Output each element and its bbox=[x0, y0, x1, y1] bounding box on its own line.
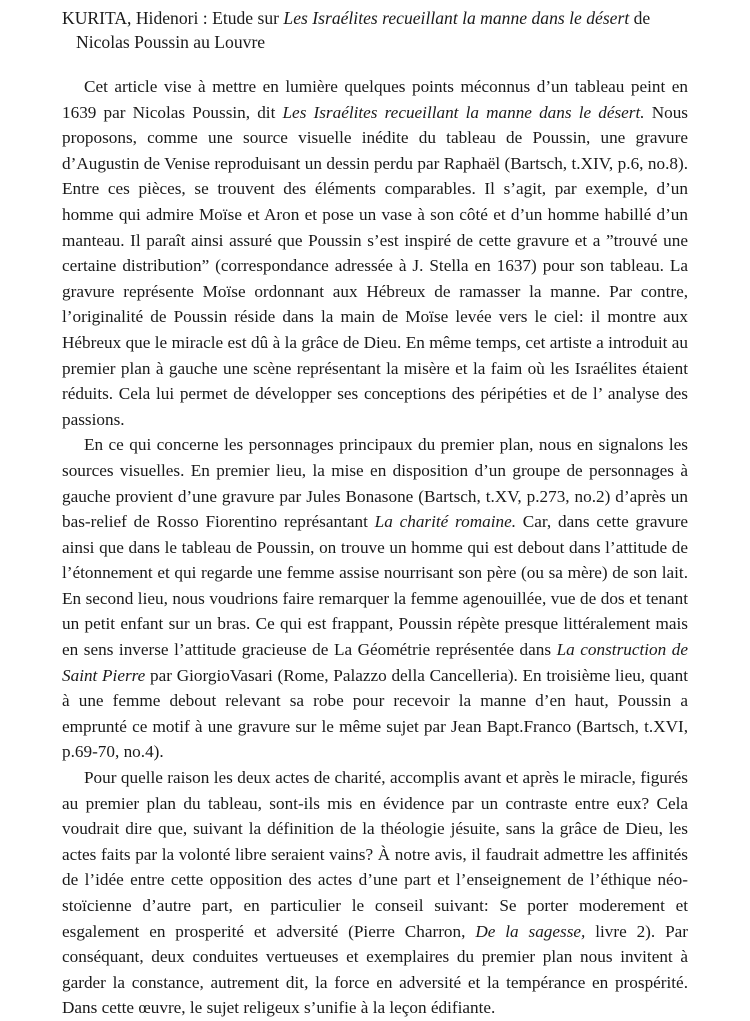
text-segment: Car, dans cette gravure ainsi que dans le tableau de Poussin, on trouve un homme qui est debout dans l’attitude de l’étonnement et qui regarde une femme assise nourrisant son père (ou sa mère) de son lait. En second lieu, nous voudrions faire remarquer la femme agenouillée, vue de dos et tenant un petit enfant sur un bras. Ce qui est frappant, Poussin répète presque littéralement mais en sens inverse l’attitude gracieuse de La Géométrie représentée dans bbox=[62, 512, 688, 660]
author-name: KURITA, Hidenori bbox=[62, 8, 199, 28]
text-segment: En ce qui concerne les personnages principaux du premier plan, nous en signalons les sources visuelles. En premier lieu, la mise en disposition d’un groupe de personnages à gauche provient d’une gravure par Jules Bonasone (Bartsch, t.XV, p.273, no.2) d’après un bas-relief de Rosso Fiorentino représantant bbox=[62, 435, 688, 532]
text-segment: livre 2). Par conséquant, deux conduites vertueuses et exemplaires du premier plan nous invitent à garder la constance, autrement dit, la force en adversité et la tempérance en prospérité. Dans cette œuvre, le sujet religeux s’unifie à la leçon édifiante. bbox=[62, 921, 689, 1018]
heading-separator: : Etude sur bbox=[198, 8, 284, 28]
text-segment: Pour quelle raison les deux actes de charité, accomplis avant et après le miracle, figurés au premier plan du tableau, sont-ils mis en évidence par un contraste entre eux? Cela voudrait dire que, suivant la définition de la théologie jésuite, sans la grâce de Dieu, les actes faits par la volonté libre seraient vains? À notre avis, il faudrait admettre les affinités de l’idée entre cette opposition des actes d’une part et l’enseignement de l’éthique néo-stoïcienne d’autre part, en particulier le conseil suivant: Se porter moderement et esgalement en prosperité et adversité (Pierre Charron, bbox=[62, 768, 688, 941]
body-paragraph bbox=[62, 432, 688, 765]
text-segment: Nous proposons, comme une source visuelle inédite du tableau de Poussin, une gravure d’Augustin de Venise reproduisant un dessin perdu par Raphaël (Bartsch, t.XIV, p.6, no.8). Entre ces pièces, se trouvent des éléments comparables. Il s’agit, par exemple, d’un homme qui admire Moïse et Aron et pose un vase à son côté et d’un homme habillé d’un manteau. Il paraît ainsi assuré que Poussin s’est inspiré de cette gravure et a ”trouvé une certaine distribution” (correspondance adressée à J. Stella en 1637) pour son tableau. La gravure représente Moïse ordonnant aux Hébreux de ramasser la manne. Par contre, l’originalité de Poussin réside dans la main de Moïse levée vers le ciel: il montre aux Hébreux que le miracle est dû à la grâce de Dieu. En même temps, cet artiste a introduit au premier plan à gauche une scène représentant la misère et la faim où les Israélites étaient réduits. Cela lui permet de développer ses conceptions des péripéties et de l’ analyse des passions. bbox=[62, 102, 688, 429]
italic-title-segment: Les Israélites recueillant la manne dans le désert. bbox=[282, 102, 645, 122]
artwork-title: Les Israélites recueillant la manne dans le désert bbox=[283, 8, 630, 28]
italic-title-segment: De la sagesse, bbox=[475, 921, 586, 941]
heading-title-rest: de Nicolas Poussin au Louvre bbox=[76, 8, 651, 52]
text-segment: Cet article vise à mettre en lumière quelques points méconnus d’un tableau peint en 1639 par Nicolas Poussin, dit bbox=[62, 77, 688, 122]
article-heading bbox=[62, 6, 688, 54]
italic-title-segment: La construction de Saint Pierre bbox=[62, 640, 688, 685]
abstract-body bbox=[62, 74, 688, 1021]
body-paragraph bbox=[62, 765, 688, 1021]
body-paragraph bbox=[62, 74, 688, 432]
text-segment: par GiorgioVasari (Rome, Palazzo della Cancelleria). En troisième lieu, quant à une femme debout relevant sa robe pour recevoir la manne d’en haut, Poussin a emprunté ce motif à une gravure sur le même sujet par Jean Bapt.Franco (Bartsch, t.XVI, p.69-70, no.4). bbox=[62, 665, 688, 762]
italic-title-segment: La charité romaine. bbox=[374, 512, 517, 532]
